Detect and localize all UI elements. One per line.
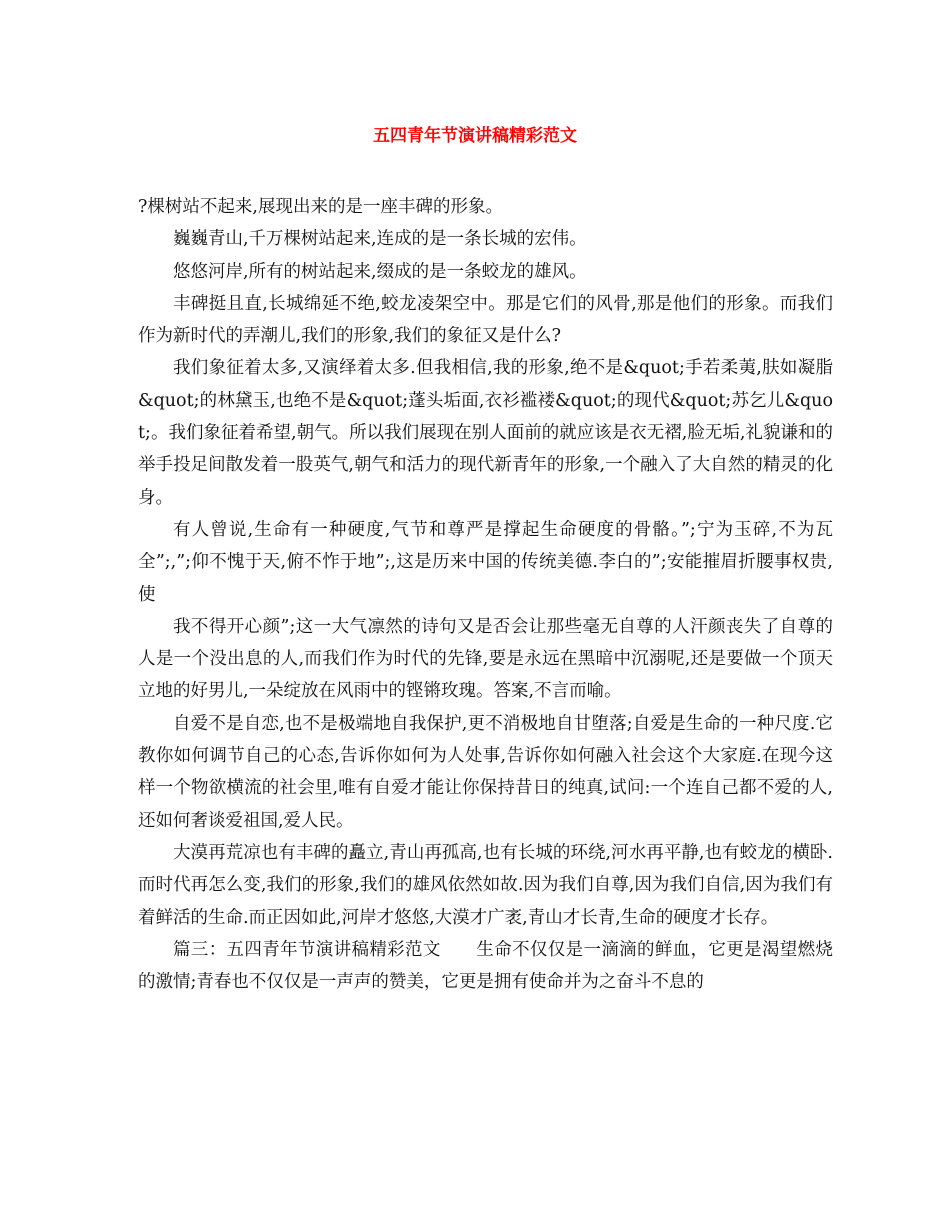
paragraph: ?棵树站不起来,展现出来的是一座丰碑的形象。: [138, 197, 503, 217]
paragraph: 有人曾说,生命有一种硬度,气节和尊严是撑起生命硬度的骨骼。”;宁为玉碎,不为瓦全”;,”;仰不愧于天,俯不怍于地”;,这是历来中国的传统美德.李白的”;安能摧眉折腰事权贵,使: [138, 519, 833, 605]
paragraph: 我不得开心颜”;这一大气凛然的诗句又是否会让那些毫无自尊的人汗颜丧失了自尊的人是一个没出息的人,而我们作为时代的先锋,要是永远在黑暗中沉溺呢,还是要做一个顶天立地的好男儿,一朵绽放在风雨中的铿锵玫瑰。答案,不言而喻。: [138, 616, 833, 702]
paragraph: 大漠再荒凉也有丰碑的矗立,青山再孤高,也有长城的环绕,河水再平静,也有蛟龙的横卧.而时代再怎么变,我们的形象,我们的雄风依然如故.因为我们自尊,因为我们自信,因为我们有着鲜活的生命.而正因如此,河岸才悠悠,大漠才广袤,青山才长青,生命的硬度才长存。: [138, 842, 833, 928]
paragraph: 篇三：五四青年节演讲稿精彩范文 生命不仅仅是一滴滴的鲜血，它更是渴望燃烧的激情;青春也不仅仅是一声声的赞美，它更是拥有使命并为之奋斗不息的: [138, 939, 833, 993]
paragraph: 巍巍青山,千万棵树站起来,连成的是一条长城的宏伟。: [173, 229, 587, 250]
paragraph: 我们象征着太多,又演绎着太多.但我相信,我的形象,绝不是&quot;手若柔荑,肤如凝脂&quot;的林黛玉,也绝不是&quot;蓬头垢面,衣衫褴褛&quot;的现代&quot;苏乞儿&quot;。我们象征着希望,朝气。所以我们展现在别人面前的就应该是衣无褶,脸无垢,礼貌谦和的举手投足间散发着一股英气,朝气和活力的现代新青年的形象,一个融入了大自然的精灵的化身。: [138, 358, 833, 508]
document-body: [138, 191, 833, 998]
paragraph: 悠悠河岸,所有的树站起来,缀成的是一条蛟龙的雄风。: [173, 261, 587, 282]
paragraph: 自爱不是自恋,也不是极端地自我保护,更不消极地自甘堕落;自爱是生命的一种尺度.它教你如何调节自己的心态,告诉你如何为人处事,告诉你如何融入社会这个大家庭.在现今这样一个物欲横流的社会里,唯有自爱才能让你保持昔日的纯真,试问:一个连自己都不爱的人,还如何奢谈爱祖国,爱人民。: [138, 713, 833, 831]
paragraph: 丰碑挺且直,长城绵延不绝,蛟龙凌架空中。那是它们的风骨,那是他们的形象。而我们作为新时代的弄潮儿,我们的形象,我们的象征又是什么?: [138, 293, 833, 347]
document-title: 五四青年节演讲稿精彩范文: [373, 126, 577, 146]
